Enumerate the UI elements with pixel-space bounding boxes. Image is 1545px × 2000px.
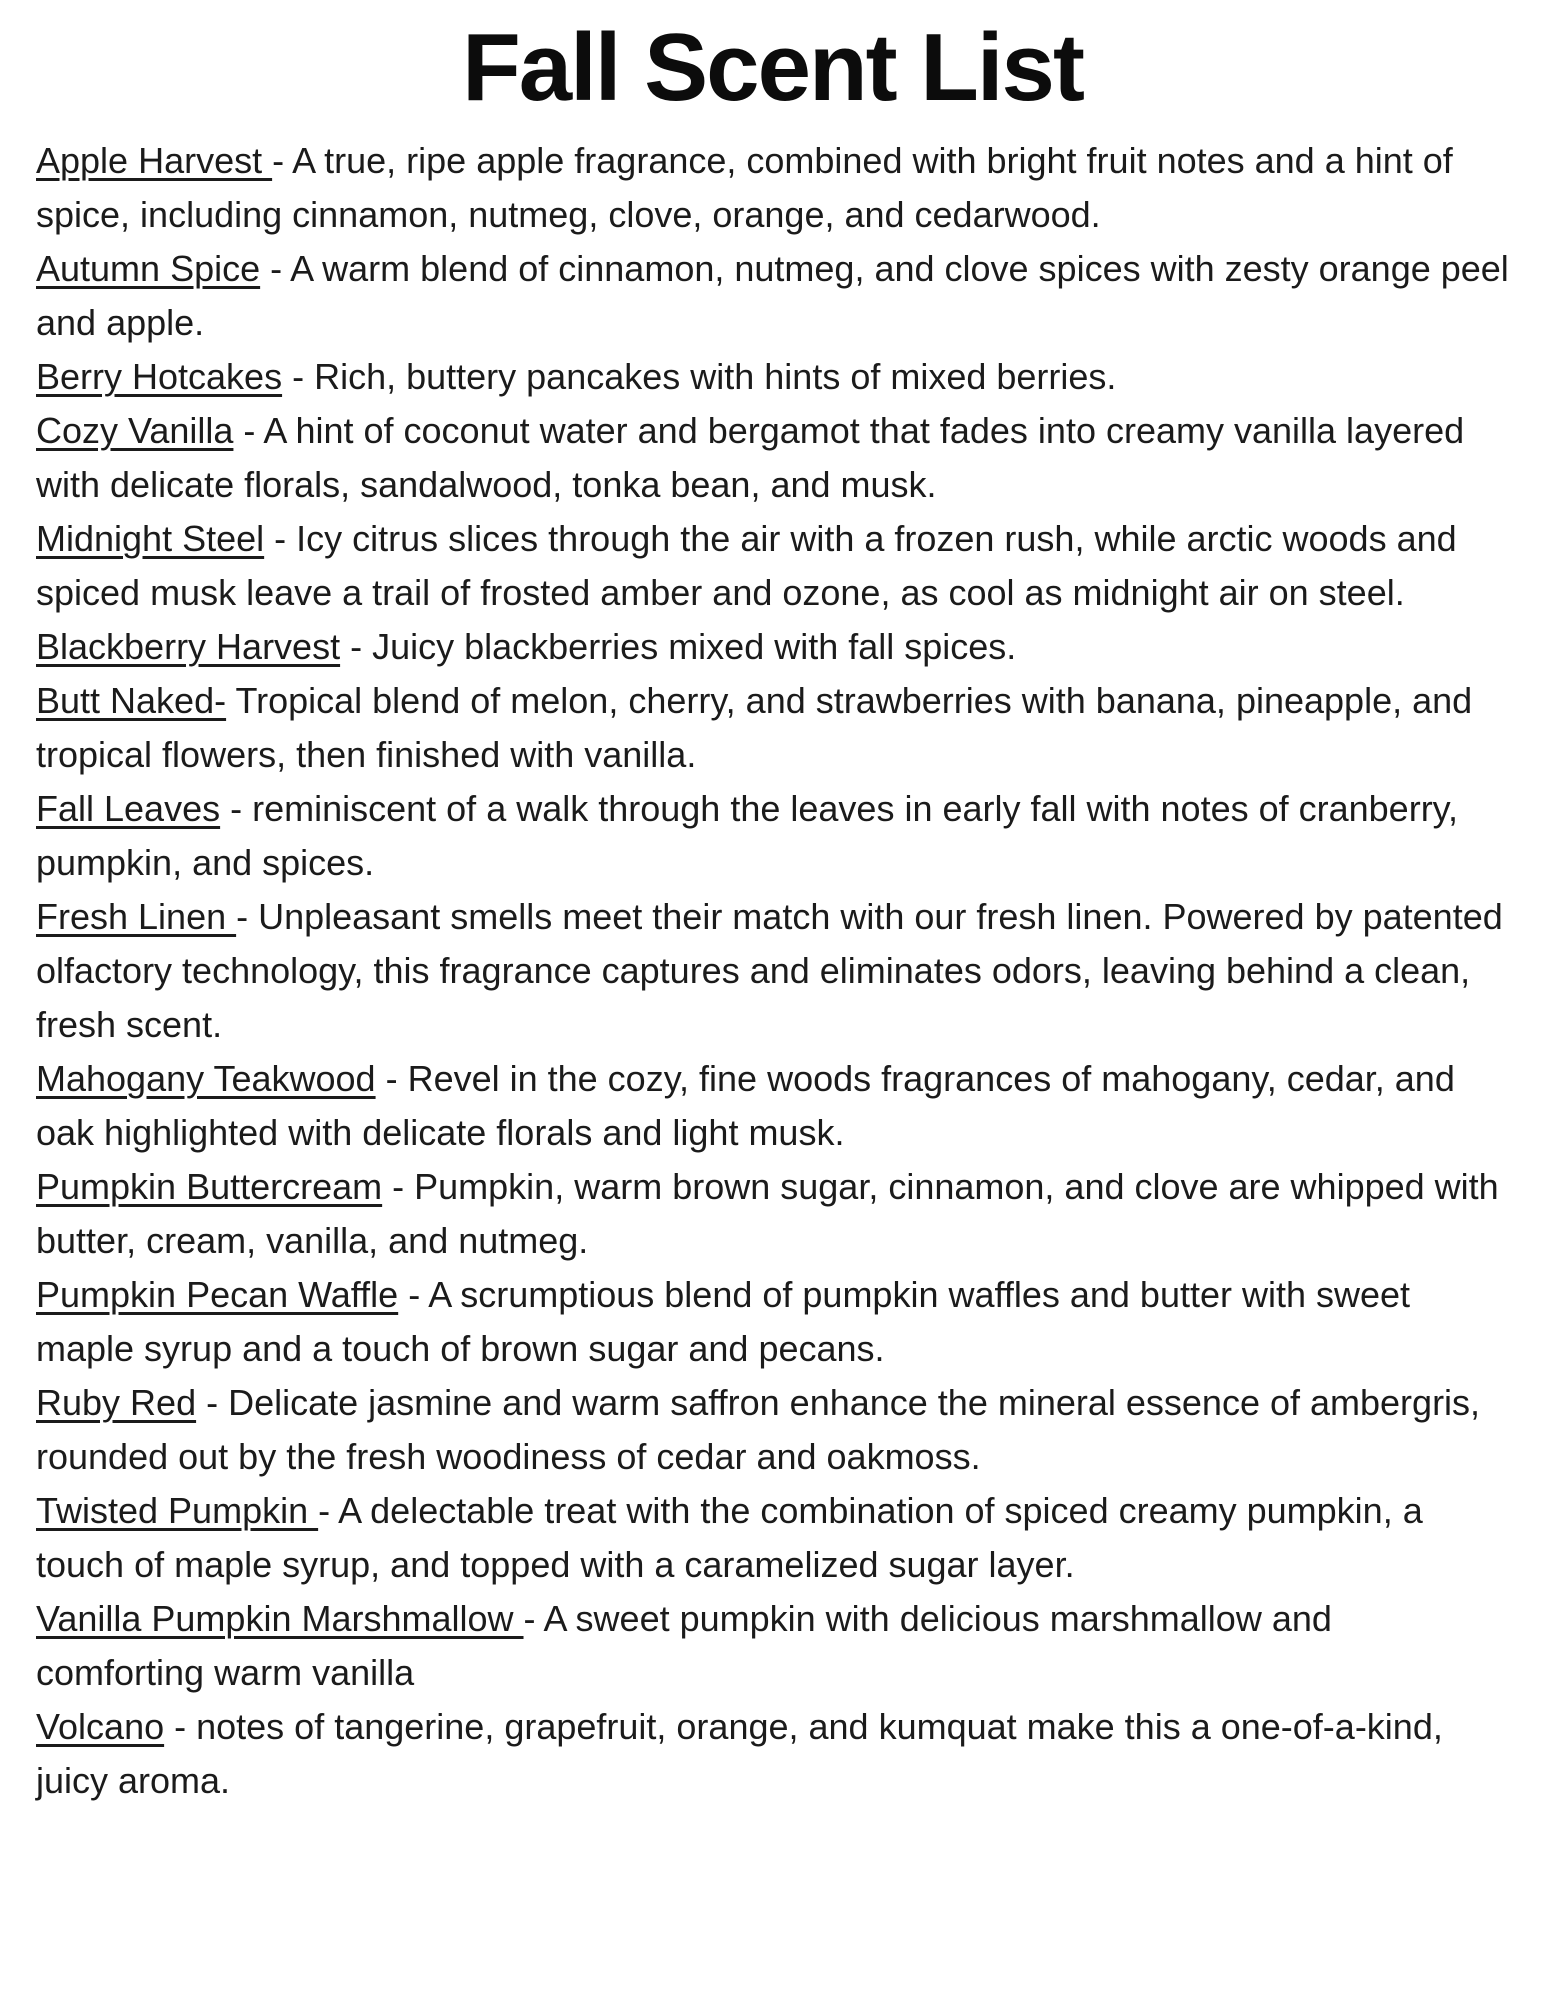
scent-entry — [36, 134, 1509, 242]
scent-name: Cozy Vanilla — [36, 410, 234, 451]
scent-description: - A hint of coconut water and bergamot that fades into creamy vanilla layered with delicate florals, sandalwood, tonka bean, and musk. — [36, 410, 1465, 505]
scent-entry — [36, 404, 1509, 512]
scent-entry — [36, 1052, 1509, 1160]
scent-entry — [36, 1268, 1509, 1376]
scent-name: Fall Leaves — [36, 788, 221, 829]
scent-entry — [36, 242, 1509, 350]
scent-entry — [36, 782, 1509, 890]
scent-entry — [36, 890, 1509, 1052]
scent-name: Fresh Linen — [36, 896, 237, 937]
scent-description: - Unpleasant smells meet their match with our fresh linen. Powered by patented olfactory technology, this fragrance captures and eliminates odors, leaving behind a clean, fresh scent. — [36, 896, 1503, 1045]
scent-description: - A warm blend of cinnamon, nutmeg, and clove spices with zesty orange peel and apple. — [36, 248, 1509, 343]
scent-description: - A sweet pumpkin with delicious marshmallow and comforting warm vanilla — [36, 1598, 1332, 1693]
scent-description: - reminiscent of a walk through the leaves in early fall with notes of cranberry, pumpkin, and spices. — [36, 788, 1459, 883]
scent-name: Mahogany Teakwood — [36, 1058, 376, 1099]
scent-list — [0, 134, 1545, 1848]
scent-name: Butt Naked- — [36, 680, 227, 721]
scent-description: - Revel in the cozy, fine woods fragrances of mahogany, cedar, and oak highlighted with delicate florals and light musk. — [36, 1058, 1455, 1153]
scent-name: Vanilla Pumpkin Marshmallow — [36, 1598, 524, 1639]
scent-name: Apple Harvest — [36, 140, 273, 181]
scent-description: - notes of tangerine, grapefruit, orange, and kumquat make this a one-of-a-kind, juicy aroma. — [36, 1706, 1443, 1801]
scent-name: Berry Hotcakes — [36, 356, 283, 397]
scent-entry — [36, 1484, 1509, 1592]
scent-name: Twisted Pumpkin — [36, 1490, 319, 1531]
page-title: Fall Scent List — [462, 14, 1083, 121]
scent-description: - Icy citrus slices through the air with a frozen rush, while arctic woods and spiced musk leave a trail of frosted amber and ozone, as cool as midnight air on steel. — [36, 518, 1457, 613]
scent-name: Pumpkin Pecan Waffle — [36, 1274, 399, 1315]
scent-name: Autumn Spice — [36, 248, 261, 289]
scent-description: - Rich, buttery pancakes with hints of mixed berries. — [282, 356, 1117, 397]
scent-entry — [36, 674, 1509, 782]
scent-description: Tropical blend of melon, cherry, and strawberries with banana, pineapple, and tropical flowers, then finished with vanilla. — [36, 680, 1473, 775]
scent-name: Ruby Red — [36, 1382, 197, 1423]
scent-entry — [36, 1592, 1509, 1700]
scent-description: - A scrumptious blend of pumpkin waffles and butter with sweet maple syrup and a touch of brown sugar and pecans. — [36, 1274, 1411, 1369]
scent-description: - Juicy blackberries mixed with fall spices. — [340, 626, 1017, 667]
scent-name: Pumpkin Buttercream — [36, 1166, 383, 1207]
scent-description: - A true, ripe apple fragrance, combined with bright fruit notes and a hint of spice, including cinnamon, nutmeg, clove, orange, and cedarwood. — [36, 140, 1453, 235]
scent-entry — [36, 1160, 1509, 1268]
scent-description: - Pumpkin, warm brown sugar, cinnamon, and clove are whipped with butter, cream, vanilla, and nutmeg. — [36, 1166, 1499, 1261]
scent-name: Blackberry Harvest — [36, 626, 341, 667]
scent-name: Midnight Steel — [36, 518, 265, 559]
scent-entry — [36, 620, 1509, 674]
scent-description: - Delicate jasmine and warm saffron enhance the mineral essence of ambergris, rounded out by the fresh woodiness of cedar and oakmoss. — [36, 1382, 1481, 1477]
scent-description: - A delectable treat with the combination of spiced creamy pumpkin, a touch of maple syrup, and topped with a caramelized sugar layer. — [36, 1490, 1423, 1585]
scent-entry — [36, 512, 1509, 620]
scent-entry — [36, 1700, 1509, 1808]
scent-entry — [36, 350, 1509, 404]
scent-name: Volcano — [36, 1706, 165, 1747]
scent-entry — [36, 1376, 1509, 1484]
